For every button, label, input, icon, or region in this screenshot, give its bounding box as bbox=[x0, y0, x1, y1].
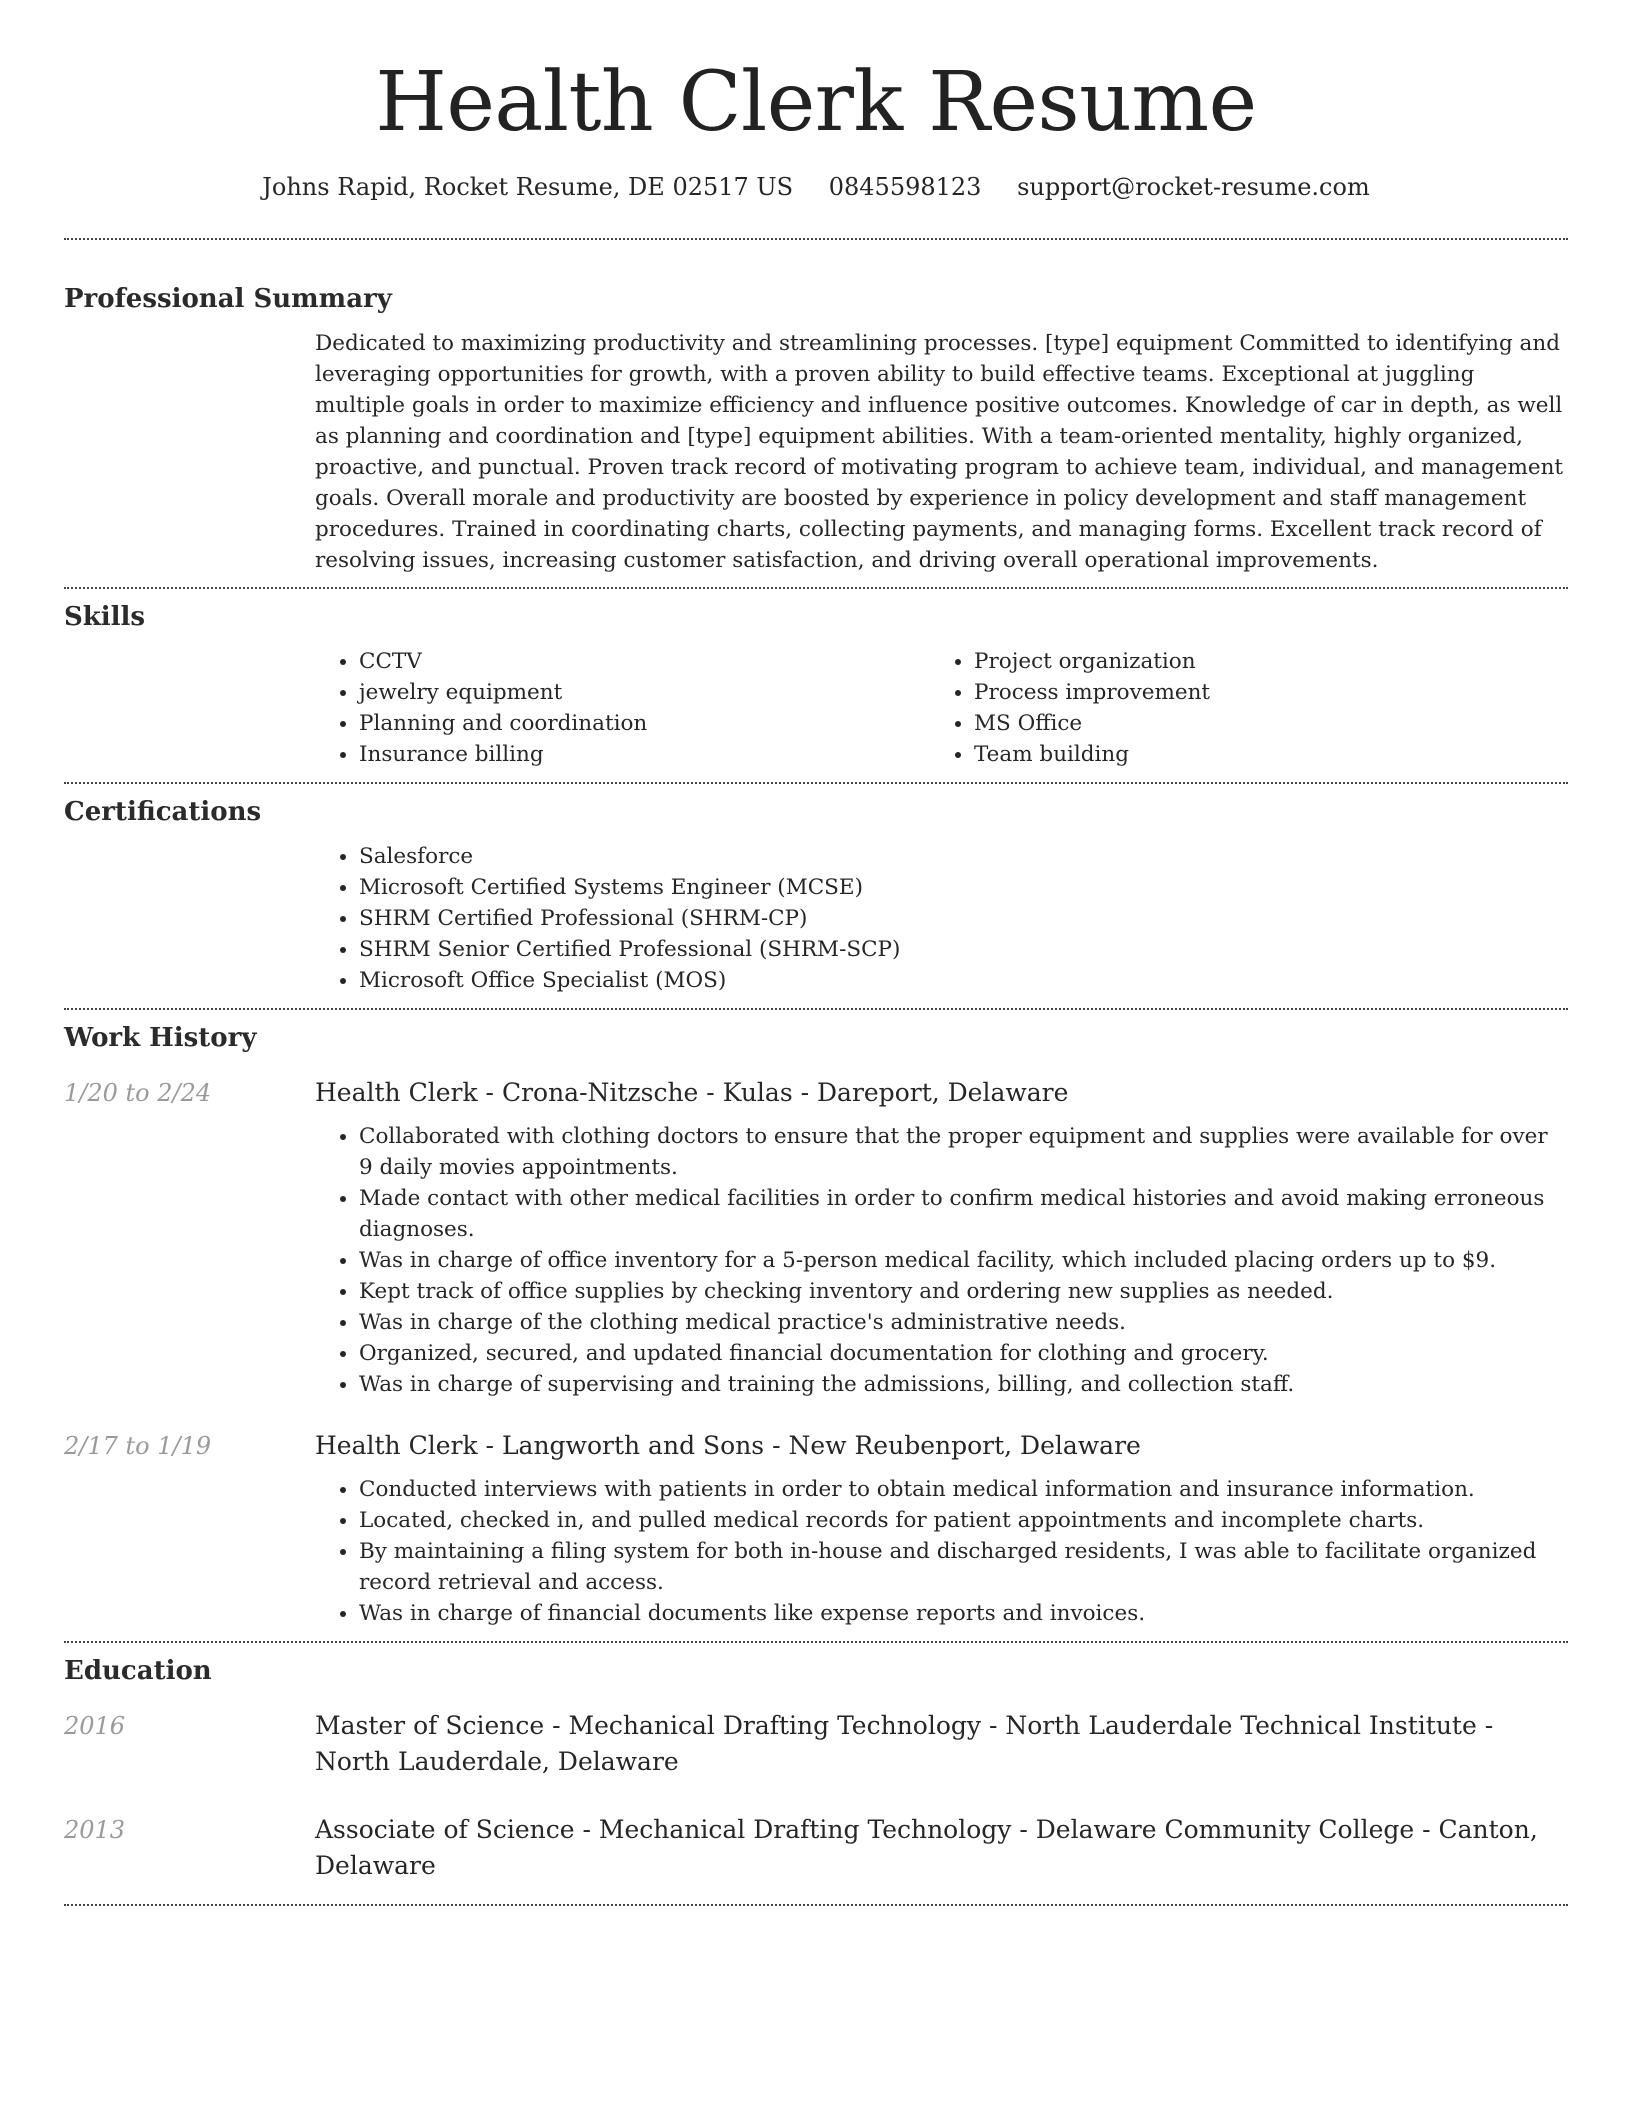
certifications-list bbox=[315, 841, 1568, 1008]
summary-text: Dedicated to maximizing productivity and streamlining processes. [type] equipment Committed to identifying and leveraging opportunities for growth, with a proven ability to build effective teams. Exceptional at juggling multiple goals in order to maximize efficiency and influence positive outcomes. Knowledge of car in depth, as well as planning and coordination and [type] equipment abilities. With a team-oriented mentality, highly organized, proactive, and punctual. Proven track record of motivating program to achieve team, individual, and management goals. Overall morale and productivity are boosted by experience in policy development and staff management procedures. Trained in coordinating charts, collecting payments, and managing forms. Excellent track record of resolving issues, increasing customer satisfaction, and driving overall operational improvements. bbox=[315, 331, 1564, 573]
job-entry bbox=[64, 1075, 1568, 1400]
certification-item: • Microsoft Office Specialist (MOS) bbox=[359, 965, 1568, 996]
contact-line bbox=[64, 170, 1568, 204]
job-bullet: • Collaborated with clothing doctors to ensure that the proper equipment and supplies were available for over 9 daily movies appointments. bbox=[359, 1121, 1568, 1183]
certification-item: • Salesforce bbox=[359, 841, 1568, 872]
skill-item: • jewelry equipment bbox=[359, 677, 930, 708]
skills-column-left bbox=[315, 646, 930, 770]
job-dates: 1/20 to 2/24 bbox=[64, 1079, 212, 1107]
skills-section bbox=[64, 589, 1568, 782]
job-bullet: • Was in charge of office inventory for a 5-person medical facility, which included placing orders up to $9. bbox=[359, 1245, 1568, 1276]
divider bbox=[64, 1904, 1568, 1906]
skill-item: • Team building bbox=[974, 739, 1545, 770]
certifications-heading: Certifications bbox=[64, 797, 262, 827]
work-history-heading: Work History bbox=[64, 1023, 257, 1053]
job-bullet: • By maintaining a filing system for both in-house and discharged residents, I was able to facilitate organized record retrieval and access. bbox=[359, 1536, 1568, 1598]
job-bullet: • Organized, secured, and updated financial documentation for clothing and grocery. bbox=[359, 1338, 1568, 1369]
job-entry bbox=[64, 1428, 1568, 1641]
skill-item: • Planning and coordination bbox=[359, 708, 930, 739]
education-title: Associate of Science - Mechanical Drafting Technology - Delaware Community College - Canton, Delaware bbox=[315, 1815, 1538, 1880]
certifications-section bbox=[64, 784, 1568, 1008]
skills-column-right bbox=[930, 646, 1545, 770]
resume-page bbox=[64, 0, 1568, 1906]
job-bullets bbox=[315, 1474, 1568, 1629]
summary-section bbox=[64, 240, 1568, 587]
job-details bbox=[315, 1075, 1568, 1400]
certification-item: • Microsoft Certified Systems Engineer (MCSE) bbox=[359, 872, 1568, 903]
job-dates: 2/17 to 1/19 bbox=[64, 1432, 212, 1460]
job-bullet: • Was in charge of the clothing medical practice's administrative needs. bbox=[359, 1307, 1568, 1338]
job-bullet: • Kept track of office supplies by checking inventory and ordering new supplies as needed. bbox=[359, 1276, 1568, 1307]
skills-list bbox=[315, 646, 1568, 782]
job-title: Health Clerk - Langworth and Sons - New Reubenport, Delaware bbox=[315, 1431, 1141, 1460]
contact-phone: 0845598123 bbox=[828, 173, 982, 201]
skill-item: • MS Office bbox=[974, 708, 1545, 739]
job-details bbox=[315, 1428, 1568, 1629]
job-bullet: • Made contact with other medical facilities in order to confirm medical histories and avoid making erroneous diagnoses. bbox=[359, 1183, 1568, 1245]
education-section bbox=[64, 1643, 1568, 1904]
skill-item: • Insurance billing bbox=[359, 739, 930, 770]
job-title: Health Clerk - Crona-Nitzsche - Kulas - Dareport, Delaware bbox=[315, 1078, 1069, 1107]
resume-title: Health Clerk Resume bbox=[375, 55, 1257, 150]
skill-item: • Project organization bbox=[974, 646, 1545, 677]
education-year: 2013 bbox=[64, 1816, 126, 1844]
education-year: 2016 bbox=[64, 1712, 126, 1740]
skill-item: • Process improvement bbox=[974, 677, 1545, 708]
skill-item: • CCTV bbox=[359, 646, 930, 677]
job-bullet: • Located, checked in, and pulled medical records for patient appointments and incomplete charts. bbox=[359, 1505, 1568, 1536]
education-heading: Education bbox=[64, 1656, 212, 1686]
skills-heading: Skills bbox=[64, 602, 146, 632]
job-bullet: • Was in charge of financial documents like expense reports and invoices. bbox=[359, 1598, 1568, 1629]
education-entry bbox=[64, 1708, 1568, 1780]
education-entry bbox=[64, 1812, 1568, 1904]
job-bullet: • Conducted interviews with patients in order to obtain medical information and insurance information. bbox=[359, 1474, 1568, 1505]
job-bullets bbox=[315, 1121, 1568, 1400]
job-bullet: • Was in charge of supervising and training the admissions, billing, and collection staff. bbox=[359, 1369, 1568, 1400]
work-history-section bbox=[64, 1010, 1568, 1641]
contact-email: support@rocket-resume.com bbox=[1017, 173, 1370, 201]
certification-item: • SHRM Senior Certified Professional (SHRM-SCP) bbox=[359, 934, 1568, 965]
certification-item: • SHRM Certified Professional (SHRM-CP) bbox=[359, 903, 1568, 934]
contact-address: Johns Rapid, Rocket Resume, DE 02517 US bbox=[262, 173, 794, 201]
summary-heading: Professional Summary bbox=[64, 284, 392, 314]
education-title: Master of Science - Mechanical Drafting Technology - North Lauderdale Technical Institute - North Lauderdale, Delaware bbox=[315, 1711, 1494, 1776]
